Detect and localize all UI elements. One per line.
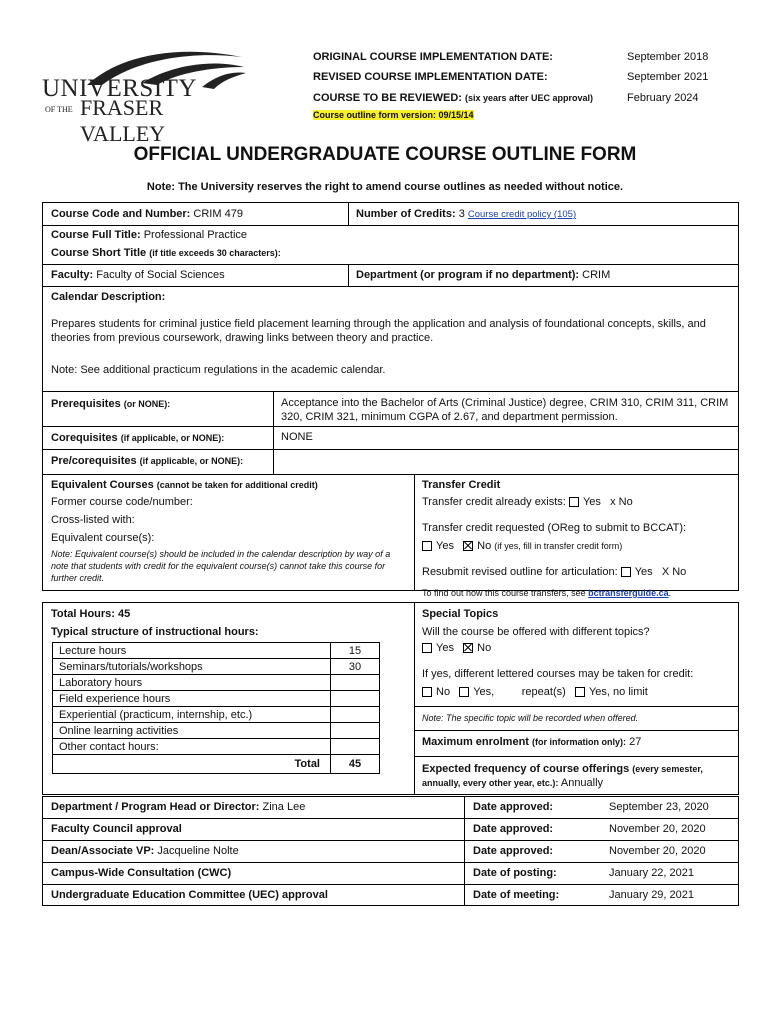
special-topics-title: Special Topics: [422, 608, 499, 620]
credit-policy-link[interactable]: Course credit policy (105): [467, 209, 577, 220]
full-title-value: Professional Practice: [143, 229, 248, 241]
approval-row-cwc: [51, 867, 231, 879]
hours-row-value: [331, 675, 380, 691]
transfer-req-no: No: [477, 540, 492, 552]
opt-repeat: repeat(s): [521, 686, 566, 698]
table-row: [53, 643, 380, 659]
approval-row-department: [51, 801, 305, 813]
approval-label: Campus-Wide Consultation (CWC): [51, 867, 232, 879]
total-hours-value: 45: [118, 608, 131, 620]
hours-row-name: Seminars/tutorials/workshops: [53, 659, 331, 675]
course-code-value: CRIM 479: [193, 208, 243, 220]
approval-label: Faculty Council approval: [51, 823, 182, 835]
approval-date: January 29, 2021: [609, 889, 695, 901]
department: [356, 269, 610, 281]
transfer-period: .: [668, 588, 672, 598]
frequency-row: [422, 762, 732, 790]
hours-row-value: [331, 723, 380, 739]
hours-row-name: Lecture hours: [53, 643, 331, 659]
table-row: [53, 675, 380, 691]
frequency-value: Annually: [560, 777, 604, 789]
review-date-label: COURSE TO BE REVIEWED:: [313, 92, 462, 104]
logo-of-the: OF THE: [45, 105, 73, 114]
approval-label: Department / Program Head or Director:: [51, 801, 260, 813]
notice: Note: The University reserves the right to amend course outlines as needed without notice.: [146, 181, 624, 193]
hours-row-name: Online learning activities: [53, 723, 331, 739]
form-version: Course outline form version: 09/15/14: [313, 110, 474, 120]
special-note: Note: The specific topic will be recorded when offered.: [422, 713, 639, 723]
resubmit-row: [422, 566, 686, 578]
special-topics-question: Will the course be offered with different topics?: [422, 626, 650, 638]
max-enrolment-label: Maximum enrolment: [422, 736, 529, 748]
approval-label: Undergraduate Education Committee (UEC) approval: [51, 889, 328, 901]
frequency-note: (every semester, annually, every other year, etc.):: [422, 764, 703, 788]
equivalent-title: Equivalent Courses: [51, 479, 154, 491]
hours-row-name: Laboratory hours: [53, 675, 331, 691]
approval-row-faculty-council: [51, 823, 182, 835]
precoreq-label: Pre/corequisites: [51, 455, 137, 467]
transfer-exists-yes: Yes: [582, 496, 601, 508]
table-row: [53, 707, 380, 723]
calendar-label: Calendar Description:: [51, 291, 166, 303]
department-value: CRIM: [582, 269, 611, 281]
equivalent-courses: Equivalent course(s):: [51, 532, 155, 544]
logo-fraser-valley: FRASER VALLEY: [80, 95, 166, 146]
transfer-requested: Transfer credit requested (OReg to submit to BCCAT):: [422, 522, 687, 534]
hours-row-name: Field experience hours: [53, 691, 331, 707]
prereq-label-row: [51, 398, 170, 410]
course-code-label: Course Code and Number:: [51, 208, 191, 220]
bctransferguide-link[interactable]: bctransferguide.ca: [588, 588, 669, 598]
faculty: [51, 269, 225, 281]
review-date-row: [313, 92, 593, 104]
university-logo: [42, 45, 242, 146]
equivalent-title-note: (cannot be taken for additional credit): [156, 480, 318, 490]
original-date-value: September 2018: [627, 51, 709, 63]
resubmit-yes-checkbox[interactable]: [621, 567, 631, 577]
hours-total-label: Total: [53, 755, 331, 774]
approval-date-label: Date approved:: [473, 845, 554, 857]
transfer-exists-yes-checkbox[interactable]: [569, 497, 579, 507]
hours-row-value: 30: [331, 659, 380, 675]
special-options: [422, 686, 648, 698]
prereq-note: (or NONE):: [123, 399, 171, 409]
coreq-value: NONE: [281, 431, 313, 443]
special-yes: Yes: [436, 642, 454, 654]
calendar-text: Prepares students for criminal justice field placement learning through the application and analysis of foundational concepts, skills, and theories from previous coursework, drawing links between theory and practice.: [51, 318, 706, 344]
approval-date: September 23, 2020: [609, 801, 709, 813]
approval-date: January 22, 2021: [609, 867, 695, 879]
hours-row-value: [331, 707, 380, 723]
transfer-find-out: To find out how this course transfers, see: [422, 588, 586, 598]
table-row: [53, 691, 380, 707]
max-enrolment-note: (for information only):: [532, 737, 627, 747]
approval-date: November 20, 2020: [609, 845, 706, 857]
calendar-note: Note: See additional practicum regulations in the academic calendar.: [51, 364, 386, 376]
approval-name: Zina Lee: [262, 801, 306, 813]
approval-date: November 20, 2020: [609, 823, 706, 835]
credits-value: 3: [458, 208, 465, 220]
transfer-req-note: (if yes, fill in transfer credit form): [494, 541, 623, 551]
approval-date-label: Date of posting:: [473, 867, 557, 879]
table-row: [53, 659, 380, 675]
table-row: [53, 739, 380, 755]
approval-date-label: Date approved:: [473, 801, 554, 813]
credits: [356, 208, 576, 220]
table-row: [53, 755, 380, 774]
special-topics-answer: [422, 642, 491, 654]
department-label: Department (or program if no department):: [356, 269, 580, 281]
page-title: OFFICIAL UNDERGRADUATE COURSE OUTLINE FORM: [133, 144, 637, 165]
total-hours-row: [51, 608, 130, 620]
opt-no-checkbox[interactable]: [422, 687, 432, 697]
hours-row-value: 15: [331, 643, 380, 659]
hours-row-name: Other contact hours:: [53, 739, 331, 755]
opt-no: No: [436, 686, 451, 698]
max-enrolment-row: [422, 736, 641, 748]
revised-date-value: September 2021: [627, 71, 709, 83]
transfer-title: Transfer Credit: [422, 479, 501, 491]
hours-row-value: [331, 739, 380, 755]
hours-table: [52, 642, 380, 774]
precoreq-note: (if applicable, or NONE):: [139, 456, 244, 466]
opt-nolimit: Yes, no limit: [588, 686, 648, 698]
coreq-note: (if applicable, or NONE):: [120, 433, 225, 443]
approval-name: Jacqueline Nolte: [157, 845, 239, 857]
logo-university: UNIVERSITY: [42, 75, 197, 102]
approval-date-label: Date of meeting:: [473, 889, 560, 901]
max-enrolment-value: 27: [629, 736, 642, 748]
transfer-req-yes-checkbox[interactable]: [422, 541, 432, 551]
special-no: No: [477, 642, 492, 654]
faculty-value: Faculty of Social Sciences: [96, 269, 225, 281]
prereq-label: Prerequisites: [51, 398, 121, 410]
typical-structure: Typical structure of instructional hours:: [51, 626, 259, 638]
transfer-exists-label: Transfer credit already exists:: [422, 496, 566, 508]
resubmit-no: X No: [661, 566, 687, 578]
total-hours-label: Total Hours:: [51, 608, 115, 620]
special-yes-checkbox[interactable]: [422, 643, 432, 653]
special-no-checkbox[interactable]: [463, 643, 473, 653]
full-title: [51, 229, 247, 241]
transfer-requested-row: [422, 540, 622, 552]
precoreq-label-row: [51, 455, 243, 467]
approval-row-uec: [51, 889, 328, 901]
short-title-label: Course Short Title: [51, 247, 147, 259]
hours-row-value: [331, 691, 380, 707]
transfer-exists-row: [422, 496, 633, 508]
hours-total-value: 45: [331, 755, 380, 774]
full-title-label: Course Full Title:: [51, 229, 141, 241]
resubmit-label: Resubmit revised outline for articulation:: [422, 566, 618, 578]
transfer-req-yes: Yes: [436, 540, 454, 552]
approval-date-label: Date approved:: [473, 823, 554, 835]
prereq-value: Acceptance into the Bachelor of Arts (Criminal Justice) degree, CRIM 310, CRIM 311, CRIM 320, CRIM 321, minimum CGPA of 2.67, and department permission.: [281, 397, 729, 423]
special-if-yes: If yes, different lettered courses may be taken for credit:: [422, 668, 694, 680]
transfer-exists-no: x No: [610, 496, 633, 508]
coreq-label-row: [51, 432, 224, 444]
table-row: [53, 723, 380, 739]
review-date-value: February 2024: [627, 92, 699, 104]
faculty-label: Faculty:: [51, 269, 94, 281]
former-code: Former course code/number:: [51, 496, 193, 508]
frequency-label: Expected frequency of course offerings: [422, 763, 630, 775]
review-date-note: (six years after UEC approval): [465, 93, 594, 103]
transfer-req-no-checkbox[interactable]: [463, 541, 473, 551]
coreq-label: Corequisites: [51, 432, 118, 444]
hours-row-name: Experiential (practicum, internship, etc.): [53, 707, 331, 723]
credits-label: Number of Credits:: [356, 208, 456, 220]
short-title-note: (if title exceeds 30 characters):: [149, 248, 281, 258]
short-title: [51, 247, 281, 259]
opt-nolimit-checkbox[interactable]: [575, 687, 585, 697]
opt-yes: Yes,: [473, 686, 495, 698]
approval-row-dean: [51, 845, 239, 857]
equivalent-title-row: [51, 479, 318, 491]
original-date-label: ORIGINAL COURSE IMPLEMENTATION DATE:: [313, 51, 553, 63]
resubmit-yes: Yes: [634, 566, 653, 578]
approval-label: Dean/Associate VP:: [51, 845, 155, 857]
equivalent-note: Note: Equivalent course(s) should be included in the calendar description by way of a note that students with credit for the equivalent course(s) cannot take this course for further credit.: [51, 549, 391, 583]
opt-yes-checkbox[interactable]: [459, 687, 469, 697]
cross-listed: Cross-listed with:: [51, 514, 135, 526]
transfer-find-out-row: [422, 588, 671, 598]
revised-date-label: REVISED COURSE IMPLEMENTATION DATE:: [313, 71, 548, 83]
course-code: [51, 208, 243, 220]
